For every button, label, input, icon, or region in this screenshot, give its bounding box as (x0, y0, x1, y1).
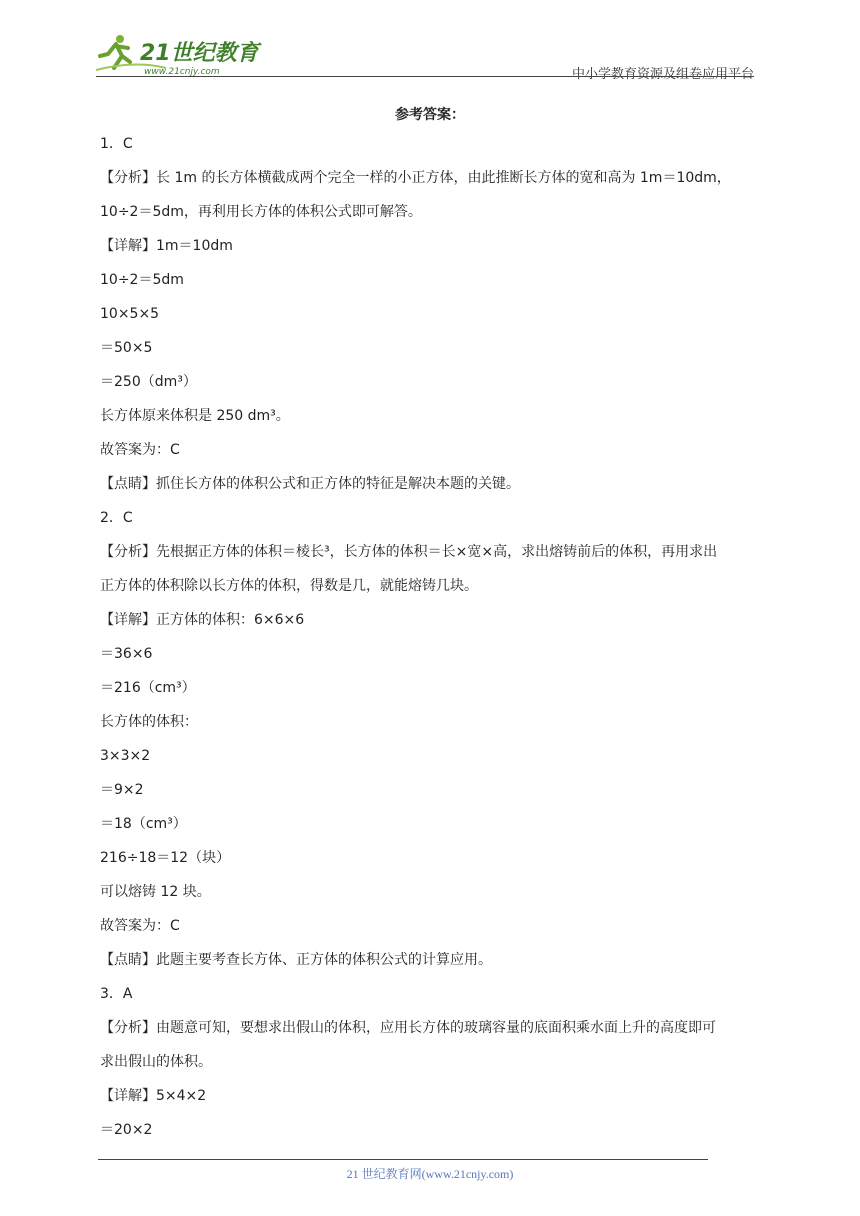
text-line: ＝20×2 (100, 1122, 153, 1138)
text-line: 【详解】5×4×2 (100, 1088, 207, 1104)
text-line: ＝50×5 (100, 340, 153, 356)
platform-name: 中小学教育资源及组卷应用平台 (571, 67, 754, 82)
page-footer: 21 世纪教育网(www.21cnjy.com) (346, 1167, 514, 1181)
text-line: 【详解】1m＝10dm (100, 238, 233, 254)
logo-url: www.21cnjy.com (144, 67, 220, 77)
text-line: ＝18（cm³） (100, 816, 187, 832)
text-line: 10×5×5 (100, 306, 160, 322)
text-line: ＝250（dm³） (100, 374, 197, 390)
header-divider (96, 76, 754, 77)
text-line: 【分析】先根据正方体的体积＝棱长³，长方体的体积＝长×宽×高，求出熔铸前后的体积，再用求出 (100, 544, 718, 560)
text-line: 2．C (100, 510, 133, 526)
answer-title: 参考答案： (395, 107, 465, 123)
text-line: ＝216（cm³） (100, 680, 196, 696)
text-line: 1．C (100, 136, 133, 152)
text-line: 求出假山的体积。 (100, 1054, 212, 1070)
footer-divider (98, 1159, 708, 1160)
text-line: 【点睛】抓住长方体的体积公式和正方体的特征是解决本题的关键。 (100, 476, 520, 492)
text-line: 3．A (100, 986, 133, 1002)
site-logo (96, 30, 266, 78)
text-line: 10÷2＝5dm，再利用长方体的体积公式即可解答。 (100, 204, 422, 220)
text-line: 故答案为：C (100, 442, 180, 458)
text-line: 正方体的体积除以长方体的体积，得数是几，就能熔铸几块。 (100, 578, 478, 594)
logo-text: 21世纪教育 (140, 41, 259, 66)
text-line: 【分析】由题意可知，要想求出假山的体积，应用长方体的玻璃容量的底面积乘水面上升的高度即可 (100, 1020, 716, 1036)
text-line: 故答案为：C (100, 918, 180, 934)
text-line: ＝36×6 (100, 646, 153, 662)
text-line: 可以熔铸 12 块。 (100, 884, 211, 900)
text-line: 【详解】正方体的体积：6×6×6 (100, 612, 305, 628)
text-line: 10÷2＝5dm (100, 272, 184, 288)
text-line: 【点睛】此题主要考查长方体、正方体的体积公式的计算应用。 (100, 952, 492, 968)
text-line: 3×3×2 (100, 748, 151, 764)
text-line: 长方体原来体积是 250 dm³。 (100, 408, 290, 424)
text-line: 216÷18＝12（块） (100, 850, 231, 866)
text-line: 长方体的体积： (100, 714, 198, 730)
answer-content (100, 127, 760, 1147)
page-header (96, 30, 754, 80)
text-line: 【分析】长 1m 的长方体横截成两个完全一样的小正方体，由此推断长方体的宽和高为 1m＝10dm， (100, 170, 731, 186)
text-line: ＝9×2 (100, 782, 144, 798)
